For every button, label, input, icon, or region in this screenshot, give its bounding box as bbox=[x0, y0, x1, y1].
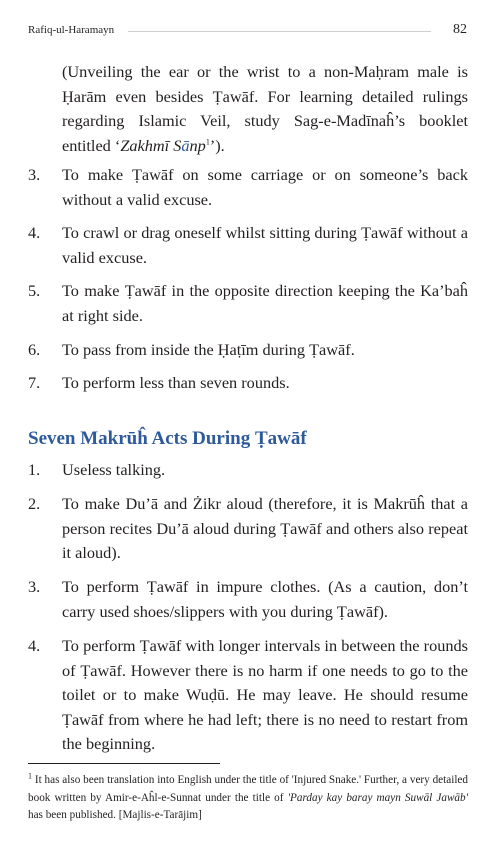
intro-paragraph bbox=[62, 60, 468, 158]
item-number: 4. bbox=[28, 223, 41, 242]
footnote-text: It has also been translation into English under the title of 'Injured Snake.' Further, a very detailed book written by Amir-e-Aĥl-e-Sunnat under the title of bbox=[28, 774, 468, 804]
item-text: To perform Ṭawāf in impure clothes. (As a caution, don’t carry used shoes/slippers with you during Ṭawāf). bbox=[62, 577, 468, 621]
footnote bbox=[28, 772, 468, 825]
booklet-title-a: Zakhmī S bbox=[120, 135, 182, 155]
item-number: 1. bbox=[28, 460, 41, 479]
item-text: To perform Ṭawāf with longer intervals in between the rounds of Ṭawāf. However there is no harm if one needs to go to the toilet or to make Wuḍū. He may leave. He should resume Ṭawāf from where he had left; there is no need to restart from the beginning. bbox=[62, 636, 468, 753]
booklet-title-b: ā bbox=[181, 135, 190, 155]
item-text: To make Ṭawāf on some carriage or on someone’s back without a valid excuse. bbox=[62, 165, 468, 209]
footnote-rule bbox=[28, 763, 220, 764]
item-number: 3. bbox=[28, 577, 41, 596]
book-title: Rafiq-ul-Haramayn bbox=[28, 24, 115, 36]
footnote-text-end: has been published. [Majlis-e-Tarājim] bbox=[28, 809, 202, 821]
section-heading: Seven Makrūĥ Acts During Ṭawāf bbox=[28, 428, 307, 449]
item-text: To make Ṭawāf in the opposite direction keeping the Ka’baĥ at right side. bbox=[62, 281, 468, 325]
item-number: 5. bbox=[28, 281, 41, 300]
footnote-book-title: 'Parday kay baray mayn Suwāl Jawāb' bbox=[287, 791, 468, 804]
item-number: 7. bbox=[28, 373, 41, 392]
item-text: To pass from inside the Ḥaṭīm during Ṭawāf. bbox=[62, 340, 355, 359]
page-number: 82 bbox=[453, 22, 467, 37]
intro-text-end: ’). bbox=[209, 135, 225, 155]
header-rule bbox=[128, 31, 431, 32]
booklet-title-c: np bbox=[189, 135, 206, 155]
item-text: To crawl or drag oneself whilst sitting during Ṭawāf without a valid excuse. bbox=[62, 223, 468, 267]
item-text: To make Du’ā and Żikr aloud (therefore, it is Makrūĥ that a person recites Du’ā aloud during Ṭawāf and others also repeat it aloud). bbox=[62, 494, 468, 562]
footnote-mark: 1 bbox=[28, 771, 32, 781]
item-number: 2. bbox=[28, 494, 41, 513]
item-number: 6. bbox=[28, 340, 41, 359]
item-number: 3. bbox=[28, 165, 41, 184]
running-header bbox=[28, 24, 467, 40]
item-number: 4. bbox=[28, 636, 41, 655]
item-text: To perform less than seven rounds. bbox=[62, 373, 290, 392]
footnote-ref[interactable]: 1 bbox=[205, 137, 210, 147]
item-text: Useless talking. bbox=[62, 460, 166, 479]
intro-text: (Unveiling the ear or the wrist to a non-Maḥram male is Ḥarām even besides Ṭawāf. For learning detailed rulings regarding Islamic Veil, study Sag-e-Madīnaĥ’s booklet entitled ‘ bbox=[62, 62, 468, 155]
